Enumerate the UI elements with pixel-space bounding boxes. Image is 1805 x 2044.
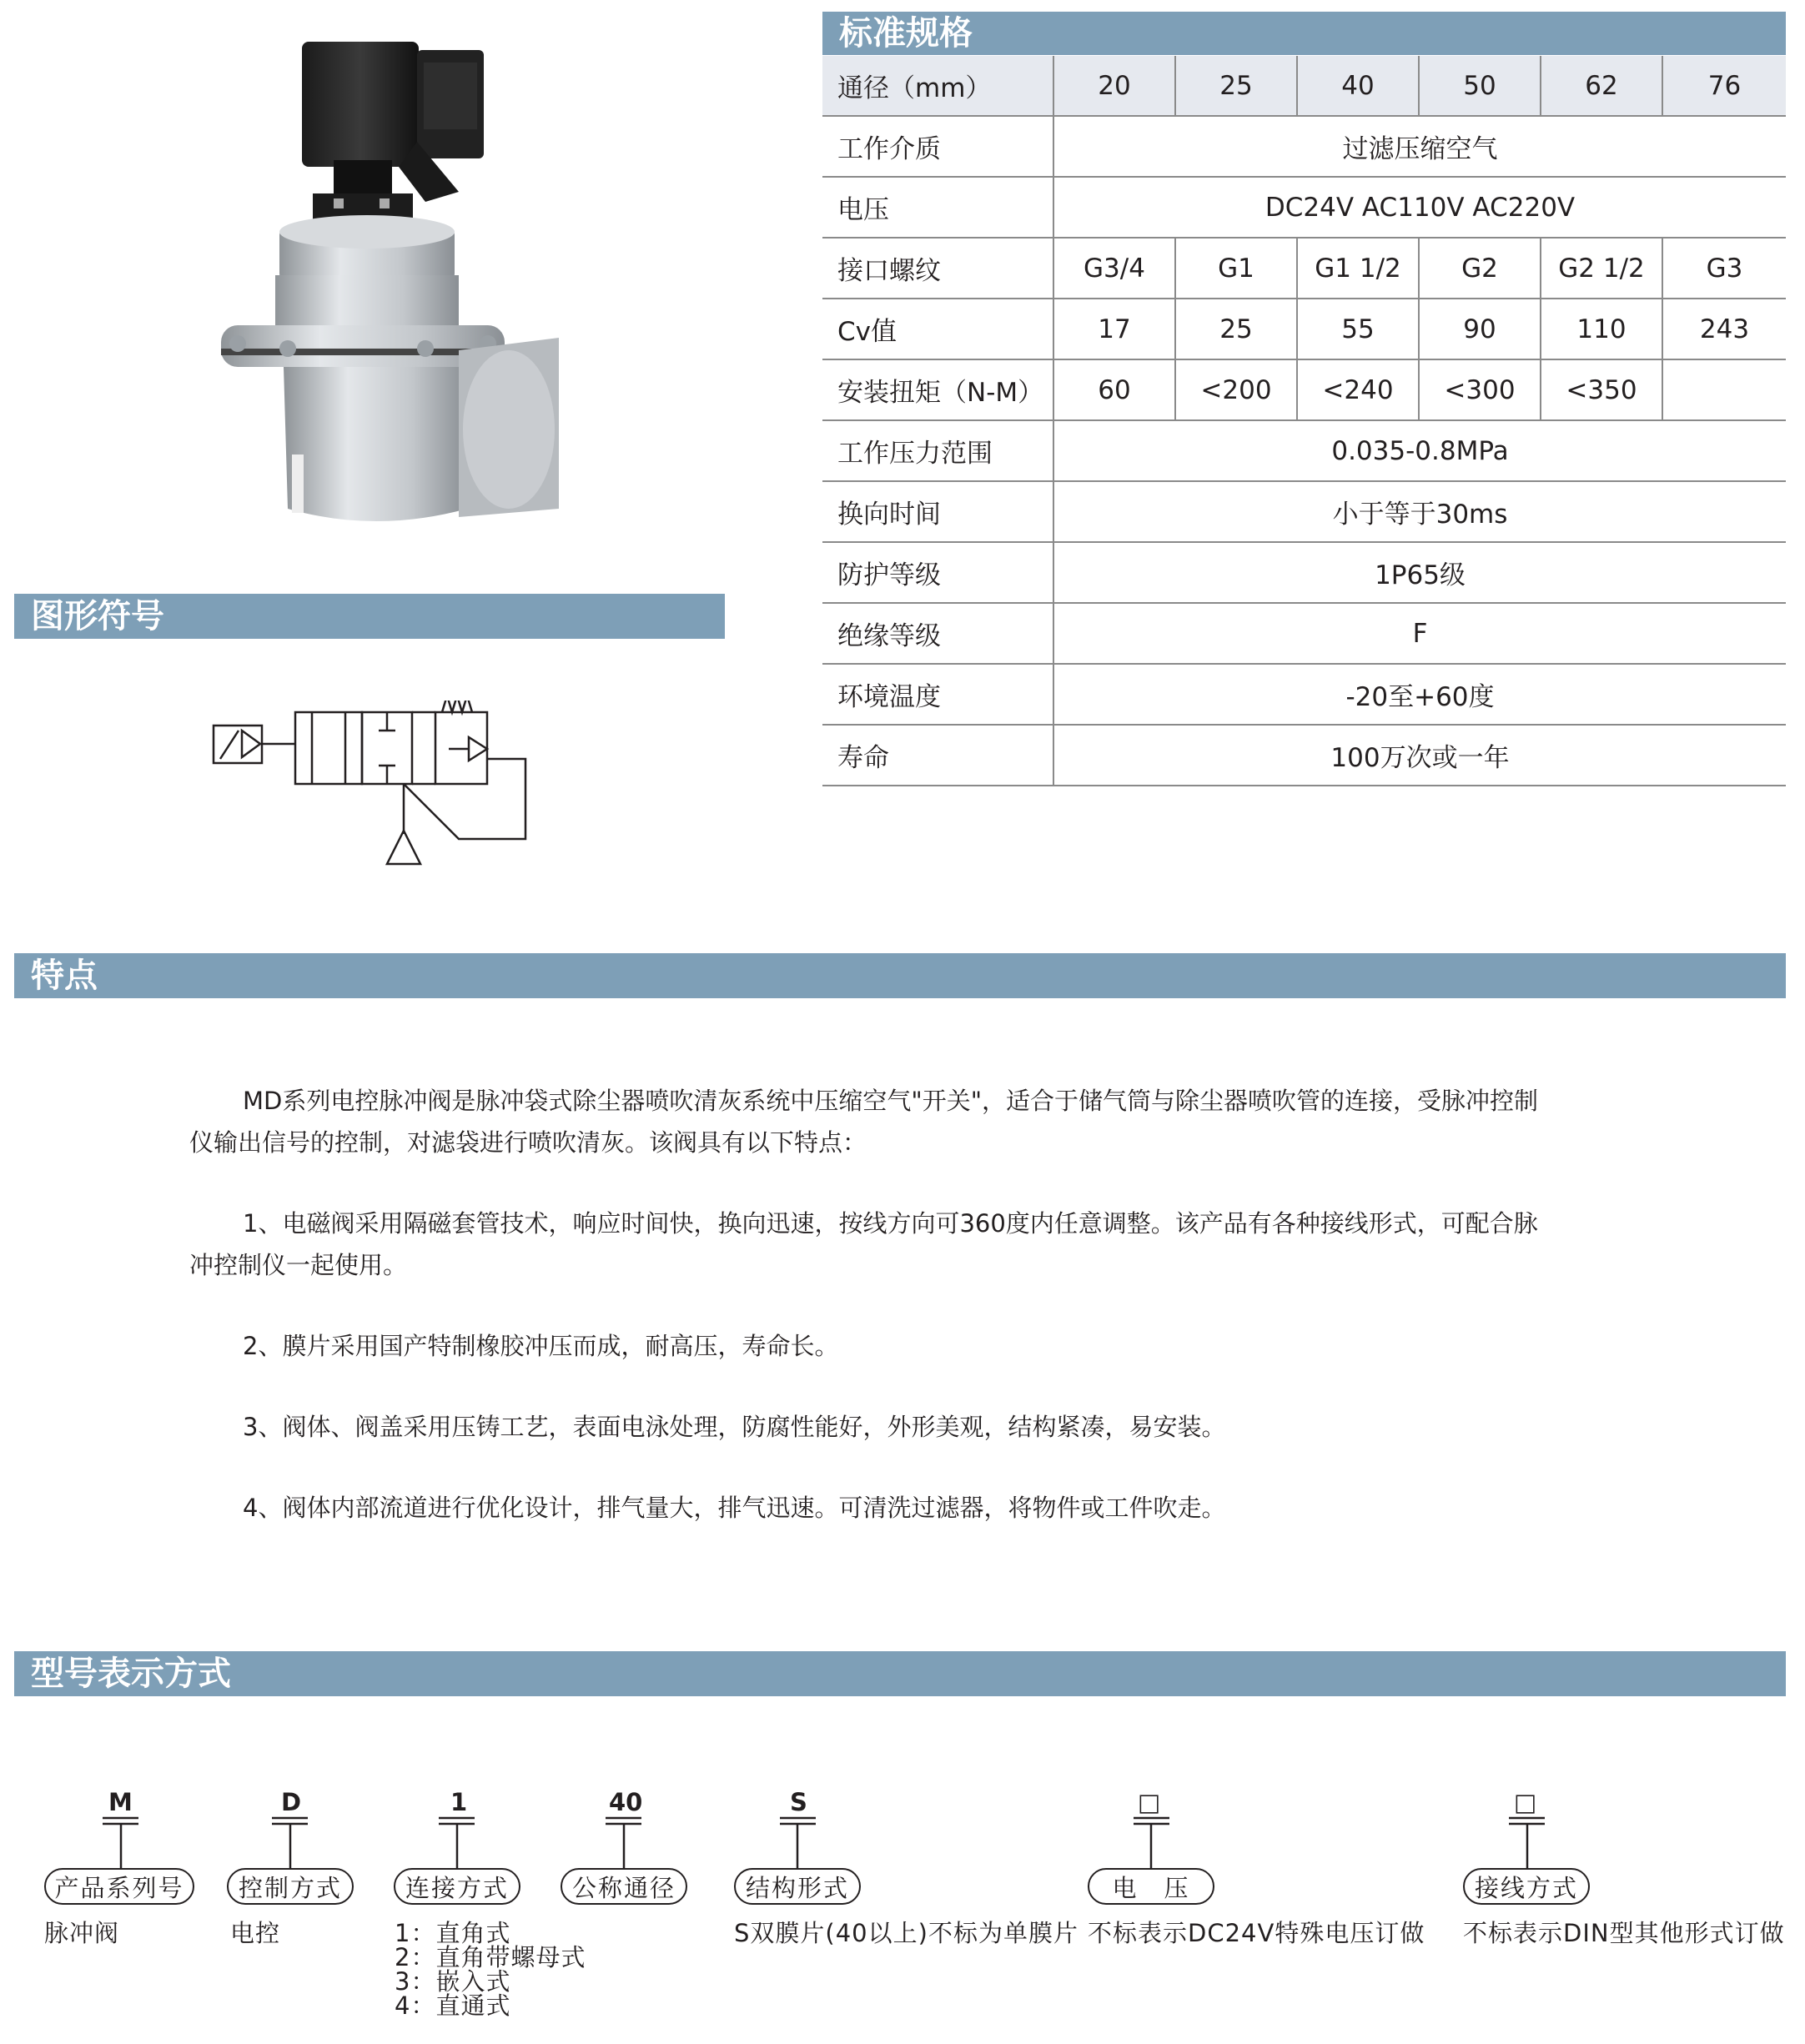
code-letter-connection: 1 [450, 1788, 468, 1816]
table-row [822, 116, 1786, 177]
table-cell: <200 [1175, 359, 1297, 420]
table-cell: 90 [1419, 299, 1541, 359]
section-title-specs: 标准规格 [822, 12, 1786, 55]
row-label: Cv值 [822, 299, 1053, 359]
table-cell: 25 [1175, 56, 1297, 116]
table-cell: 60 [1053, 359, 1175, 420]
code-letter-series: M [108, 1788, 133, 1816]
table-row [822, 238, 1786, 299]
table-cell: G1 [1175, 238, 1297, 299]
model-desc-voltage: 不标表示DC24V特殊电压订做 [1088, 1919, 1425, 1947]
feature-item-line: 4、阀体内部流道进行优化设计，排气量大，排气迅速。可清洗过滤器，将物件或工件吹走。 [243, 1494, 1226, 1522]
section-title-features: 特点 [14, 953, 1786, 998]
table-cell: <300 [1419, 359, 1541, 420]
table-cell: 100万次或一年 [1053, 725, 1786, 786]
model-label-structure: 结构形式 [734, 1868, 861, 1905]
feature-item-2 [189, 1325, 1632, 1367]
model-desc-structure: S双膜片(40以上)不标为单膜片 [734, 1919, 1078, 1947]
model-label-connection: 连接方式 [394, 1868, 520, 1905]
table-row [822, 420, 1786, 481]
model-desc-series: 脉冲阀 [44, 1919, 120, 1947]
table-cell: G3/4 [1053, 238, 1175, 299]
table-cell: <350 [1541, 359, 1662, 420]
feature-item-line: 2、膜片采用国产特制橡胶冲压而成，耐高压，寿命长。 [243, 1332, 839, 1360]
table-row-header [822, 56, 1786, 116]
table-cell: G2 1/2 [1541, 238, 1662, 299]
table-cell: G1 1/2 [1297, 238, 1419, 299]
model-desc-wiring: 不标表示DIN型其他形式订做 [1463, 1919, 1785, 1947]
model-label-series: 产品系列号 [44, 1868, 194, 1905]
table-row [822, 359, 1786, 420]
table-cell: 17 [1053, 299, 1175, 359]
feature-item-line: 冲控制仪一起使用。 [189, 1251, 408, 1279]
model-desc-control: 电控 [230, 1919, 281, 1947]
table-cell: 50 [1419, 56, 1541, 116]
row-label: 安装扭矩（N-M） [822, 359, 1053, 420]
table-cell: G3 [1662, 238, 1786, 299]
model-label-voltage: 电 压 [1088, 1868, 1214, 1905]
feature-item-line: 1、电磁阀采用隔磁套管技术，响应时间快，换向迅速，按线方向可360度内任意调整。该产品有各种接线形式，可配合脉 [243, 1209, 1538, 1238]
model-label-wiring: 接线方式 [1463, 1868, 1590, 1905]
product-image [209, 17, 592, 550]
table-cell: <240 [1297, 359, 1419, 420]
code-letter-voltage: □ [1138, 1788, 1161, 1816]
model-desc-connection-1: 1：直角式 [395, 1919, 511, 1947]
table-cell: DC24V AC110V AC220V [1053, 177, 1786, 238]
table-cell: 76 [1662, 56, 1786, 116]
table-cell: 40 [1297, 56, 1419, 116]
code-letter-wiring: □ [1514, 1788, 1537, 1816]
section-title-symbol: 图形符号 [14, 594, 725, 639]
table-cell: F [1053, 603, 1786, 664]
row-label: 绝缘等级 [822, 603, 1053, 664]
table-row [822, 725, 1786, 786]
features-intro-line: MD系列电控脉冲阀是脉冲袋式除尘器喷吹清灰系统中压缩空气"开关"，适合于储气筒与除尘器喷吹管的连接，受脉冲控制 [243, 1087, 1539, 1115]
row-label: 通径（mm） [822, 56, 1053, 116]
table-cell [1662, 359, 1786, 420]
table-cell: 25 [1175, 299, 1297, 359]
feature-item-4 [189, 1487, 1632, 1529]
table-row [822, 542, 1786, 603]
table-cell: 0.035-0.8MPa [1053, 420, 1786, 481]
row-label: 电压 [822, 177, 1053, 238]
code-letter-structure: S [790, 1788, 807, 1816]
row-label: 环境温度 [822, 664, 1053, 725]
table-cell: 1P65级 [1053, 542, 1786, 603]
table-cell: 55 [1297, 299, 1419, 359]
row-label: 换向时间 [822, 481, 1053, 542]
table-cell: -20至+60度 [1053, 664, 1786, 725]
valve-symbol-diagram [209, 701, 534, 876]
row-label: 防护等级 [822, 542, 1053, 603]
code-letter-control: D [281, 1788, 302, 1816]
table-row [822, 664, 1786, 725]
table-row [822, 299, 1786, 359]
feature-item-1 [189, 1203, 1632, 1286]
table-row [822, 481, 1786, 542]
table-row [822, 177, 1786, 238]
table-cell: 243 [1662, 299, 1786, 359]
section-title-model: 型号表示方式 [14, 1651, 1786, 1696]
row-label: 寿命 [822, 725, 1053, 786]
table-cell: 62 [1541, 56, 1662, 116]
model-label-control: 控制方式 [227, 1868, 354, 1905]
features-intro [189, 1080, 1632, 1163]
table-row [822, 603, 1786, 664]
model-desc-connection-2: 2：直角带螺母式 [395, 1943, 586, 1971]
table-cell: G2 [1419, 238, 1541, 299]
table-cell: 小于等于30ms [1053, 481, 1786, 542]
table-cell: 110 [1541, 299, 1662, 359]
model-desc-connection-3: 3：嵌入式 [395, 1967, 511, 1996]
code-letter-diameter: 40 [609, 1788, 643, 1816]
spec-table [822, 56, 1786, 786]
row-label: 接口螺纹 [822, 238, 1053, 299]
model-label-diameter: 公称通径 [561, 1868, 687, 1905]
table-cell: 20 [1053, 56, 1175, 116]
feature-item-3 [189, 1406, 1632, 1448]
table-cell: 过滤压缩空气 [1053, 116, 1786, 177]
features-intro-line: 仪输出信号的控制，对滤袋进行喷吹清灰。该阀具有以下特点： [189, 1128, 867, 1157]
feature-item-line: 3、阀体、阀盖采用压铸工艺，表面电泳处理，防腐性能好，外形美观，结构紧凑，易安装。 [243, 1413, 1226, 1441]
model-desc-connection-4: 4：直通式 [395, 1991, 511, 2020]
row-label: 工作介质 [822, 116, 1053, 177]
row-label: 工作压力范围 [822, 420, 1053, 481]
